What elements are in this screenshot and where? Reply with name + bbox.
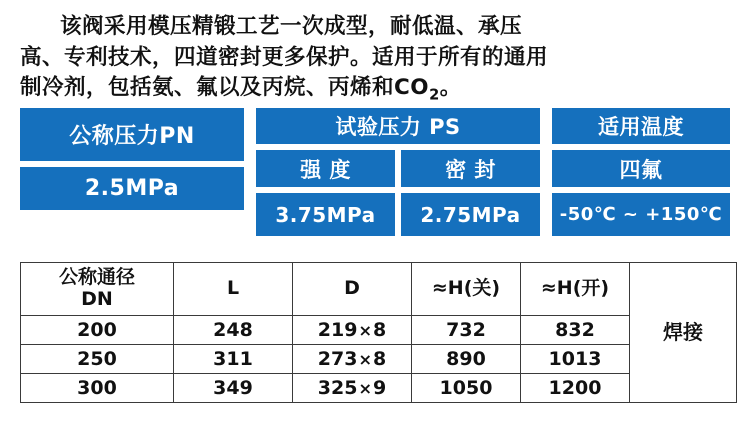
cell-dn: 250 [21, 345, 174, 374]
column-header-dn-line1: 公称通径 [58, 266, 135, 289]
column-header-dn-line2: DN [81, 288, 113, 310]
ps-subheader-row [256, 150, 540, 187]
cell-h-closed: 890 [412, 345, 521, 374]
ps-value-seal: 2.75MPa [401, 193, 540, 236]
cell-d-thickness: 8 [372, 319, 387, 341]
spec-column-nominal-pressure [20, 108, 244, 236]
cell-h-open: 1200 [521, 374, 630, 403]
dimension-table [20, 262, 737, 403]
multiply-icon: × [358, 350, 372, 369]
column-header-l: L [174, 263, 293, 316]
cell-dn: 300 [21, 374, 174, 403]
multiply-icon: × [358, 321, 372, 340]
ps-subheader-seal: 密 封 [401, 150, 540, 187]
pn-value: 2.5MPa [20, 167, 244, 210]
cell-l: 311 [174, 345, 293, 374]
cell-d [293, 345, 412, 374]
cell-d [293, 316, 412, 345]
intro-line-3-suffix: 。 [439, 75, 462, 101]
cell-d-outer: 325 [317, 377, 358, 399]
cell-h-open: 1013 [521, 345, 630, 374]
ps-header: 试验压力 PS [256, 108, 540, 144]
cell-h-open: 832 [521, 316, 630, 345]
ps-subheader-strength: 强 度 [256, 150, 395, 187]
spec-column-temperature [552, 108, 730, 236]
cell-l: 349 [174, 374, 293, 403]
pn-header: 公称压力PN [20, 108, 244, 161]
intro-line-3-text: 制冷剂，包括氨、氟以及丙烷、丙烯和CO [20, 75, 430, 101]
temperature-value: -50℃ ~ +150℃ [552, 193, 730, 236]
cell-d-outer: 273 [317, 348, 358, 370]
intro-subscript: 2 [429, 86, 440, 104]
multiply-icon: × [358, 379, 372, 398]
table-row [21, 374, 737, 403]
intro-paragraph [0, 0, 750, 106]
ps-value-strength: 3.75MPa [256, 193, 395, 236]
cell-h-closed: 732 [412, 316, 521, 345]
column-header-d: D [293, 263, 412, 316]
table-header-row [21, 263, 737, 316]
cell-d-thickness: 9 [372, 377, 387, 399]
spec-column-test-pressure [256, 108, 540, 236]
table-row [21, 316, 737, 345]
ps-value-row [256, 193, 540, 236]
cell-d-outer: 219 [317, 319, 358, 341]
spec-band [20, 108, 730, 236]
table-row [21, 345, 737, 374]
cell-l: 248 [174, 316, 293, 345]
intro-line-2: 高、专利技术，四道密封更多保护。适用于所有的通用 [20, 44, 549, 70]
cell-d-thickness: 8 [372, 348, 387, 370]
dimension-table-wrapper [20, 262, 730, 403]
cell-d [293, 374, 412, 403]
temperature-subheader: 四氟 [552, 150, 730, 187]
intro-line-3 [20, 73, 730, 106]
cell-dn: 200 [21, 316, 174, 345]
cell-h-closed: 1050 [412, 374, 521, 403]
intro-line-1: 该阀采用模压精锻工艺一次成型，耐低温、承压 [60, 14, 523, 39]
column-header-h-closed: ≈H(关) [412, 263, 521, 316]
temperature-header: 适用温度 [552, 108, 730, 144]
column-header-h-open: ≈H(开) [521, 263, 630, 316]
column-header-dn [21, 263, 174, 316]
column-header-weld: 焊接 [630, 263, 737, 403]
